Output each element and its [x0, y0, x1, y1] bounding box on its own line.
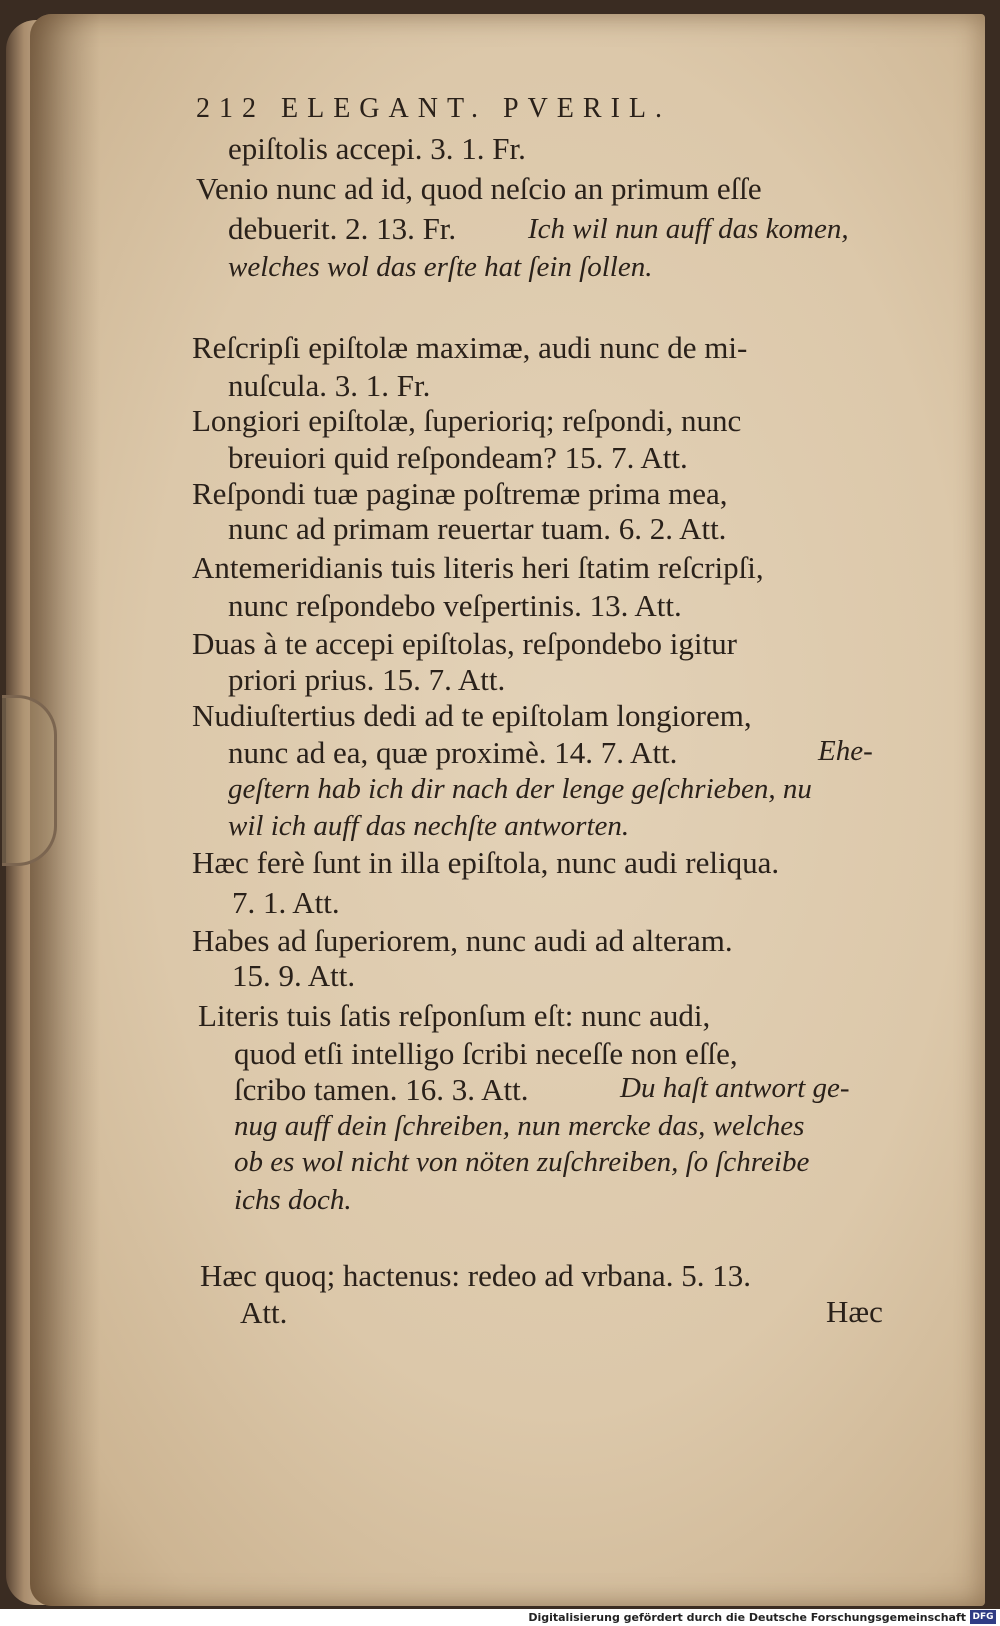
catchword: Hæc	[826, 1294, 883, 1329]
german-gloss: ob es wol nicht von nöten zuſchreiben, ſo ſchreibe	[234, 1146, 810, 1178]
text-line: Reſpondi tuæ paginæ poſtremæ prima mea,	[192, 476, 728, 511]
text-line: nunc reſpondebo veſpertinis. 13. Att.	[228, 588, 682, 623]
text-line: nunc ad primam reuertar tuam. 6. 2. Att.	[228, 511, 727, 546]
text-line: epiſtolis accepi. 3. 1. Fr.	[228, 131, 526, 166]
text-line: Nudiuſtertius dedi ad te epiſtolam longiorem,	[192, 698, 752, 733]
german-gloss: Ehe-	[818, 735, 873, 767]
running-head: 212 ELEGANT. PVERIL.	[196, 93, 671, 124]
text-line: 7. 1. Att.	[232, 885, 340, 920]
digitization-footer	[0, 1609, 1000, 1626]
german-gloss: Du haſt antwort ge-	[620, 1072, 850, 1104]
text-line: ſcribo tamen. 16. 3. Att.	[234, 1072, 529, 1107]
text-line: Antemeridianis tuis literis heri ſtatim reſcripſi,	[192, 550, 764, 585]
text-line: Hæc ferè ſunt in illa epiſtola, nunc audi reliqua.	[192, 845, 780, 880]
text-line: 15. 9. Att.	[232, 958, 356, 993]
german-gloss: Ich wil nun auff das komen,	[528, 213, 849, 245]
text-line: Hæc quoq; hactenus: redeo ad vrbana. 5. 13.	[200, 1258, 751, 1293]
german-gloss: geſtern hab ich dir nach der lenge geſchrieben, nu	[228, 773, 812, 805]
text-line: debuerit. 2. 13. Fr.	[228, 211, 457, 246]
text-line: Literis tuis ſatis reſponſum eſt: nunc audi,	[198, 998, 711, 1033]
text-line: Reſcripſi epiſtolæ maximæ, audi nunc de mi-	[192, 330, 748, 365]
text-line: quod etſi intelligo ſcribi neceſſe non eſſe,	[234, 1036, 738, 1071]
footer-credit: Digitalisierung gefördert durch die Deutsche Forschungsgemeinschaft	[528, 1611, 966, 1624]
text-line: Habes ad ſuperiorem, nunc audi ad alteram.	[192, 923, 733, 958]
german-gloss: welches wol das erſte hat ſein ſollen.	[228, 251, 653, 283]
german-gloss: nug auff dein ſchreiben, nun mercke das, welches	[234, 1110, 805, 1142]
german-gloss: ichs doch.	[234, 1184, 352, 1216]
text-line: Longiori epiſtolæ, ſuperioriq; reſpondi, nunc	[192, 403, 742, 438]
dfg-logo: DFG	[970, 1610, 996, 1624]
text-line: nunc ad ea, quæ proximè. 14. 7. Att.	[228, 735, 678, 770]
text-line: Duas à te accepi epiſtolas, reſpondebo igitur	[192, 626, 737, 661]
german-gloss: wil ich auff das nechſte antworten.	[228, 810, 630, 842]
text-line: Att.	[240, 1295, 288, 1330]
text-line: nuſcula. 3. 1. Fr.	[228, 368, 431, 403]
text-line: breuiori quid reſpondeam? 15. 7. Att.	[228, 440, 688, 475]
text-line: priori prius. 15. 7. Att.	[228, 662, 506, 697]
clasp-strap	[2, 695, 57, 866]
text-line: Venio nunc ad id, quod neſcio an primum eſſe	[196, 171, 762, 206]
